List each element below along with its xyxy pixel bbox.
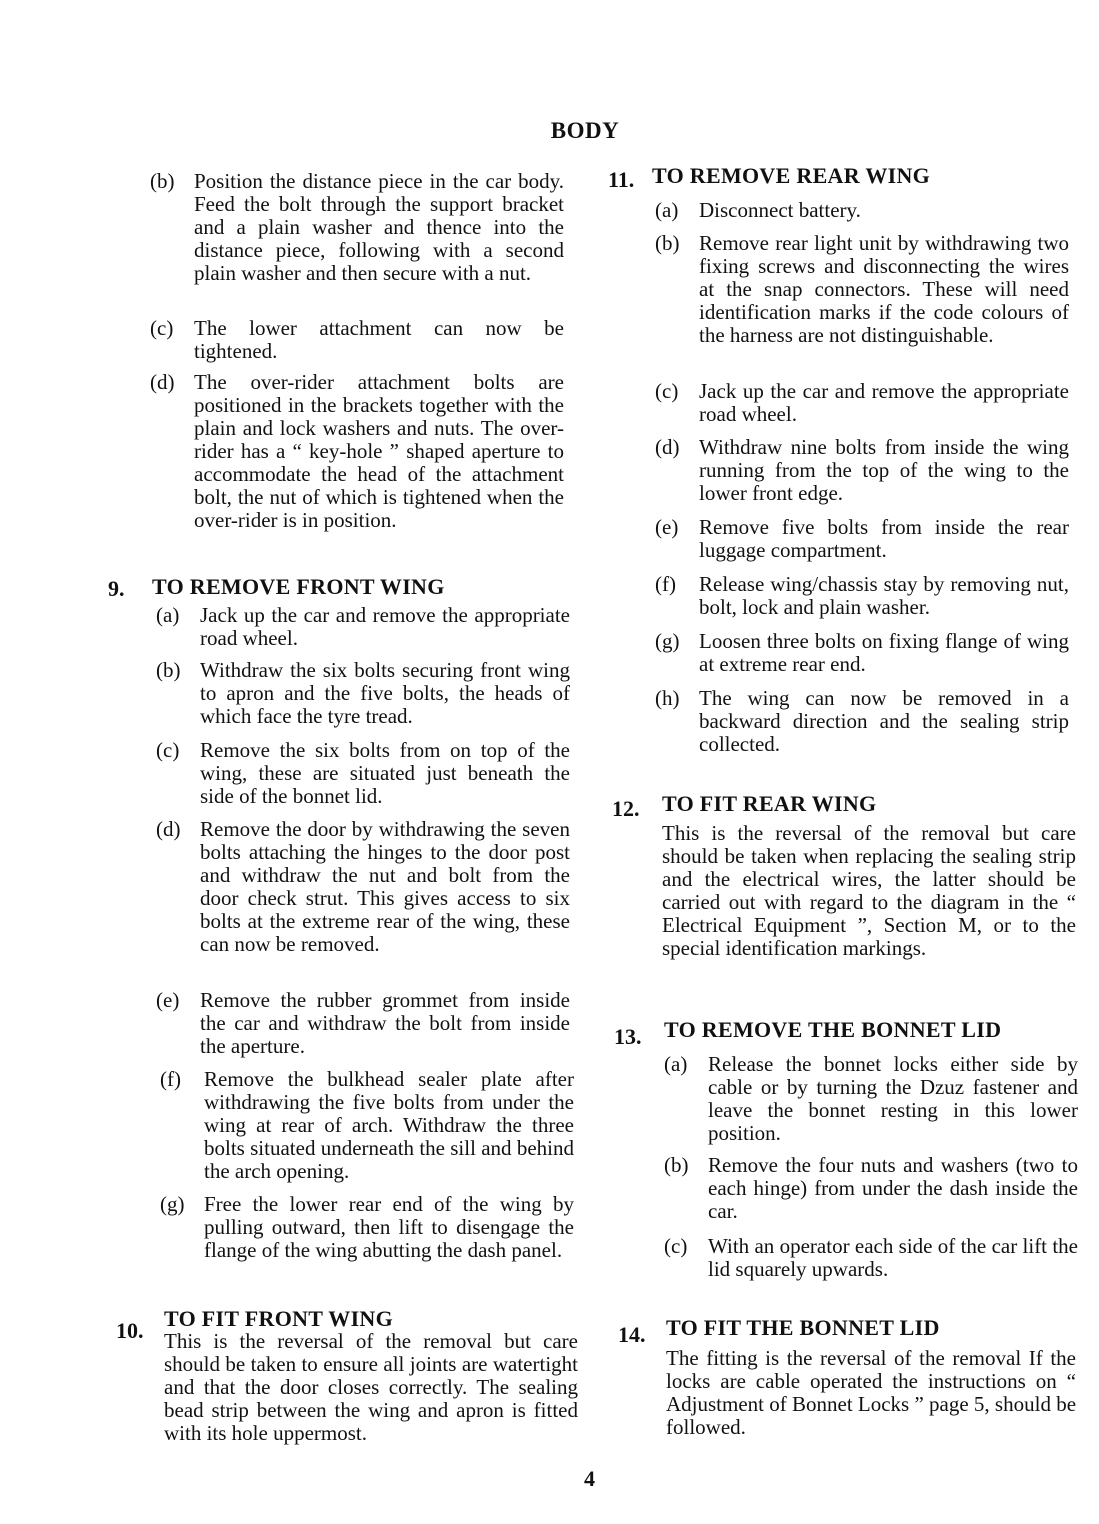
item-text: Jack up the car and remove the appropriate road wheel. (200, 603, 570, 650)
item-label: (c) (150, 316, 174, 340)
list-item (664, 1154, 1078, 1223)
item-text: Remove five bolts from inside the rear luggage compartment. (699, 515, 1069, 562)
list-item (655, 687, 1069, 756)
list-item (655, 516, 1069, 562)
list-item (150, 371, 564, 532)
item-text: Remove the six bolts from on top of the wing, these are situated just beneath the side of the bonnet lid. (200, 738, 570, 808)
item-text: Remove the rubber grommet from inside the car and withdraw the bolt from inside the aperture. (200, 988, 570, 1058)
item-label: (c) (156, 738, 180, 762)
item-text: Remove the four nuts and washers (two to each hinge) from under the dash inside the car. (708, 1153, 1078, 1223)
item-text: Remove the bulkhead sealer plate after withdrawing the five bolts from under the wing at rear of arch. Withdraw the three bolts situated underneath the sill and behind the arch opening. (204, 1067, 574, 1183)
list-item (664, 1053, 1078, 1145)
section-number: 9. (108, 576, 125, 601)
section-number: 11. (608, 167, 635, 192)
section-number: 14. (618, 1322, 646, 1347)
item-text: Release wing/chassis stay by removing nut, bolt, lock and plain washer. (699, 572, 1069, 619)
list-item (160, 1193, 574, 1262)
item-text: Withdraw the six bolts securing front wing to apron and the five bolts, the heads of which face the tyre tread. (200, 658, 570, 728)
section-heading: TO REMOVE REAR WING (652, 163, 931, 188)
list-item (156, 739, 570, 808)
list-item (156, 604, 570, 650)
item-label: (d) (150, 370, 175, 394)
list-item (150, 317, 564, 363)
section-number: 10. (116, 1318, 144, 1343)
item-text: Disconnect battery. (699, 198, 861, 222)
item-label: (a) (664, 1052, 688, 1076)
item-text: Remove the door by withdrawing the seven bolts attaching the hinges to the door post and withdraw the nut and bolt from the door check strut. This gives access to six bolts at the extreme rear of the wing, these can now be removed. (200, 817, 570, 956)
section-heading: TO REMOVE THE BONNET LID (664, 1017, 1002, 1042)
section-heading: TO FIT THE BONNET LID (666, 1315, 940, 1340)
item-text: Withdraw nine bolts from inside the wing running from the top of the wing to the lower front edge. (699, 435, 1069, 505)
item-label: (b) (664, 1153, 689, 1177)
item-label: (e) (655, 515, 679, 539)
item-label: (f) (160, 1067, 181, 1091)
item-text: The lower attachment can now be tightened. (194, 316, 564, 363)
item-text: With an operator each side of the car lift the lid squarely upwards. (708, 1234, 1078, 1281)
list-item (156, 818, 570, 956)
item-label: (b) (156, 658, 181, 682)
item-label: (b) (655, 231, 680, 255)
section-paragraph: This is the reversal of the removal but care should be taken when replacing the sealing strip and the electrical wires, the latter should be carried out with regard to the diagram in the “ Electrical Equipment ”, Section M, or to the special identification markings. (662, 821, 1076, 960)
list-item (664, 1235, 1078, 1281)
item-text: Free the lower rear end of the wing by pulling outward, then lift to disengage the flange of the wing abutting the dash panel. (204, 1192, 574, 1262)
list-item (655, 232, 1069, 347)
page-number: 4 (584, 1466, 595, 1491)
item-label: (h) (655, 686, 680, 710)
item-label: (c) (655, 379, 679, 403)
list-item (160, 1068, 574, 1183)
list-item (655, 199, 1069, 222)
section-heading: TO REMOVE FRONT WING (152, 574, 445, 599)
list-item (156, 659, 570, 728)
list-item (655, 630, 1069, 676)
item-label: (d) (655, 435, 680, 459)
section-number: 12. (612, 796, 640, 821)
item-text: The over-rider attachment bolts are positioned in the brackets together with the plain and lock washers and nuts. The over-rider has a “ key-hole ” shaped aperture to accommodate the head of the attachment bolt, the nut of which is tightened when the over-rider is in position. (194, 370, 564, 532)
section-paragraph: This is the reversal of the removal but care should be taken to ensure all joints are watertight and that the door closes correctly. The sealing bead strip between the wing and apron is fitted with its hole uppermost. (164, 1329, 578, 1445)
item-label: (f) (655, 572, 676, 596)
page-title: BODY (550, 118, 620, 143)
item-text: Remove rear light unit by withdrawing two fixing screws and disconnecting the wires at the snap connectors. These will need identification marks if the code colours of the harness are not distinguishable. (699, 231, 1069, 347)
item-text: Release the bonnet locks either side by cable or by turning the Dzuz fastener and leave the bonnet resting in this lower position. (708, 1052, 1078, 1145)
item-label: (d) (156, 817, 181, 841)
item-label: (c) (664, 1234, 688, 1258)
item-text: Position the distance piece in the car body. Feed the bolt through the support bracket and a plain washer and thence into the distance piece, following with a second plain washer and then secure with a nut. (194, 169, 564, 285)
item-label: (g) (655, 629, 680, 653)
section-heading: TO FIT REAR WING (662, 791, 877, 816)
list-item (655, 380, 1069, 426)
list-item (150, 170, 564, 285)
item-label: (a) (156, 603, 180, 627)
item-label: (e) (156, 988, 180, 1012)
list-item (655, 573, 1069, 619)
item-text: Jack up the car and remove the appropriate road wheel. (699, 379, 1069, 426)
list-item (655, 436, 1069, 505)
item-label: (g) (160, 1192, 185, 1216)
list-item (156, 989, 570, 1058)
item-text: Loosen three bolts on fixing flange of wing at extreme rear end. (699, 629, 1069, 676)
section-number: 13. (614, 1024, 642, 1049)
item-text: The wing can now be removed in a backward direction and the sealing strip collected. (699, 686, 1069, 756)
section-heading: TO FIT FRONT WING (164, 1306, 394, 1331)
item-label: (b) (150, 169, 175, 193)
section-paragraph: The fitting is the reversal of the removal If the locks are cable operated the instructions on “ Adjustment of Bonnet Locks ” page 5, should be followed. (666, 1346, 1077, 1439)
item-label: (a) (655, 198, 679, 222)
